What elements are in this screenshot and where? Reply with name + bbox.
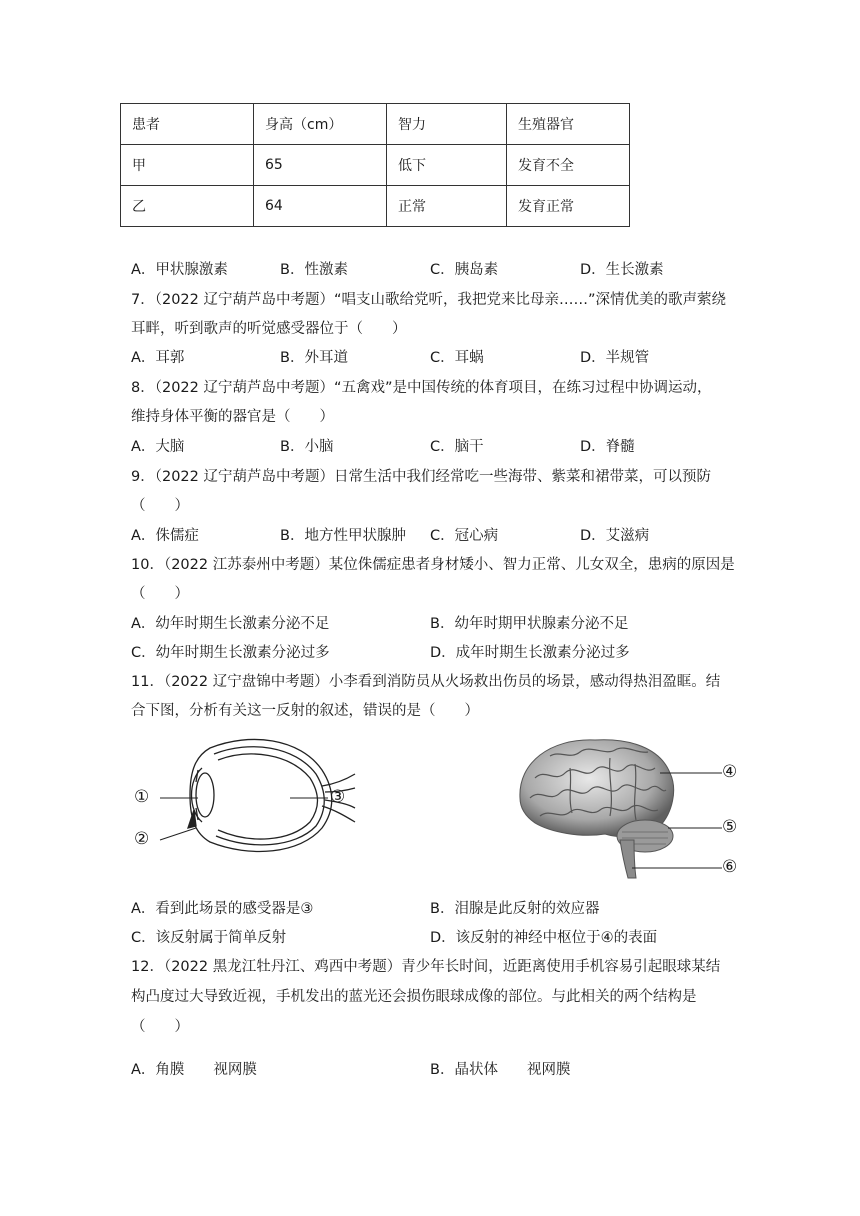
table-cell: 甲	[121, 145, 254, 186]
q6-option-d[interactable]: D．生长激素	[580, 262, 664, 278]
q10-stem-line2: （ ）	[131, 586, 189, 602]
eye-label-3: ③	[330, 787, 346, 807]
eye-leader-lines	[150, 790, 340, 850]
q8-option-d[interactable]: D．脊髓	[580, 439, 635, 455]
q8-stem-line1: 8．（2022 辽宁葫芦岛中考题）“五禽戏”是中国传统的体育项目，在练习过程中协调运动，	[131, 380, 712, 396]
table-cell: 65	[254, 145, 387, 186]
table-header-cell: 身高（cm）	[254, 104, 387, 145]
q9-option-a[interactable]: A．侏儒症	[131, 528, 199, 544]
q11-option-a[interactable]: A．看到此场景的感受器是③	[131, 901, 314, 917]
table-cell: 低下	[387, 145, 507, 186]
q9-stem-line1: 9．（2022 辽宁葫芦岛中考题）日常生活中我们经常吃一些海带、紫菜和裙带菜，可以预防	[131, 469, 711, 485]
table-cell: 64	[254, 186, 387, 227]
table-cell: 发育正常	[507, 186, 630, 227]
table-cell: 正常	[387, 186, 507, 227]
eye-label-2: ②	[134, 829, 150, 849]
q9-stem-line2: （ ）	[131, 498, 189, 514]
q8-option-a[interactable]: A．大脑	[131, 439, 185, 455]
q6-option-c[interactable]: C．胰岛素	[430, 262, 499, 278]
q11-stem-line2: 合下图，分析有关这一反射的叙述，错误的是（ ）	[131, 703, 479, 719]
eye-label-1: ①	[134, 787, 150, 807]
table-row	[121, 145, 630, 186]
q7-stem-line1: 7．（2022 辽宁葫芦岛中考题）“唱支山歌给党听，我把党来比母亲……”深情优美的歌声萦绕	[131, 292, 727, 308]
q7-option-a[interactable]: A．耳郭	[131, 350, 185, 366]
brain-label-4: ④	[722, 762, 738, 782]
q10-option-a[interactable]: A．幼年时期生长激素分泌不足	[131, 616, 330, 632]
table-header-row	[121, 104, 630, 145]
q10-option-c[interactable]: C．幼年时期生长激素分泌过多	[131, 645, 330, 661]
table-header-cell: 生殖器官	[507, 104, 630, 145]
q7-option-c[interactable]: C．耳蜗	[430, 350, 484, 366]
q8-option-c[interactable]: C．脑干	[430, 439, 484, 455]
q12-stem-line3: （ ）	[131, 1019, 189, 1035]
q8-stem-line2: 维持身体平衡的器官是（ ）	[131, 409, 334, 425]
brain-label-6: ⑥	[722, 857, 738, 877]
q6-option-a[interactable]: A．甲状腺激素	[131, 262, 228, 278]
q12-option-b[interactable]: B．晶状体 视网膜	[430, 1062, 571, 1078]
q11-option-d[interactable]: D．该反射的神经中枢位于④的表面	[430, 930, 658, 946]
table-row	[121, 186, 630, 227]
q12-stem-line1: 12．（2022 黑龙江牡丹江、鸡西中考题）青少年长时间，近距离使用手机容易引起眼球某结	[131, 959, 721, 975]
q7-option-b[interactable]: B．外耳道	[280, 350, 348, 366]
brain-diagram	[510, 728, 740, 888]
table-header-cell: 智力	[387, 104, 507, 145]
q12-stem-line2: 构凸度过大导致近视，手机发出的蓝光还会损伤眼球成像的部位。与此相关的两个结构是	[131, 989, 697, 1005]
q11-option-c[interactable]: C．该反射属于简单反射	[131, 930, 287, 946]
q9-option-d[interactable]: D．艾滋病	[580, 528, 650, 544]
table-cell: 乙	[121, 186, 254, 227]
table-header-cell: 患者	[121, 104, 254, 145]
q7-stem-line2: 耳畔，听到歌声的听觉感受器位于（ ）	[131, 321, 407, 337]
brain-label-5: ⑤	[722, 817, 738, 837]
q10-option-d[interactable]: D．成年时期生长激素分泌过多	[430, 645, 630, 661]
q6-option-b[interactable]: B．性激素	[280, 262, 348, 278]
q9-option-c[interactable]: C．冠心病	[430, 528, 499, 544]
q10-option-b[interactable]: B．幼年时期甲状腺素分泌不足	[430, 616, 629, 632]
q12-option-a[interactable]: A．角膜 视网膜	[131, 1062, 257, 1078]
q10-stem-line1: 10．（2022 江苏泰州中考题）某位侏儒症患者身材矮小、智力正常、儿女双全，患病的原因是	[131, 557, 735, 573]
q11-stem-line1: 11．（2022 辽宁盘锦中考题）小李看到消防员从火场救出伤员的场景，感动得热泪盈眶。结	[131, 674, 721, 690]
q8-option-b[interactable]: B．小脑	[280, 439, 334, 455]
q9-option-b[interactable]: B．地方性甲状腺肿	[280, 528, 406, 544]
table-cell: 发育不全	[507, 145, 630, 186]
q7-option-d[interactable]: D．半规管	[580, 350, 650, 366]
patient-table	[120, 103, 630, 227]
q11-option-b[interactable]: B．泪腺是此反射的效应器	[430, 901, 600, 917]
